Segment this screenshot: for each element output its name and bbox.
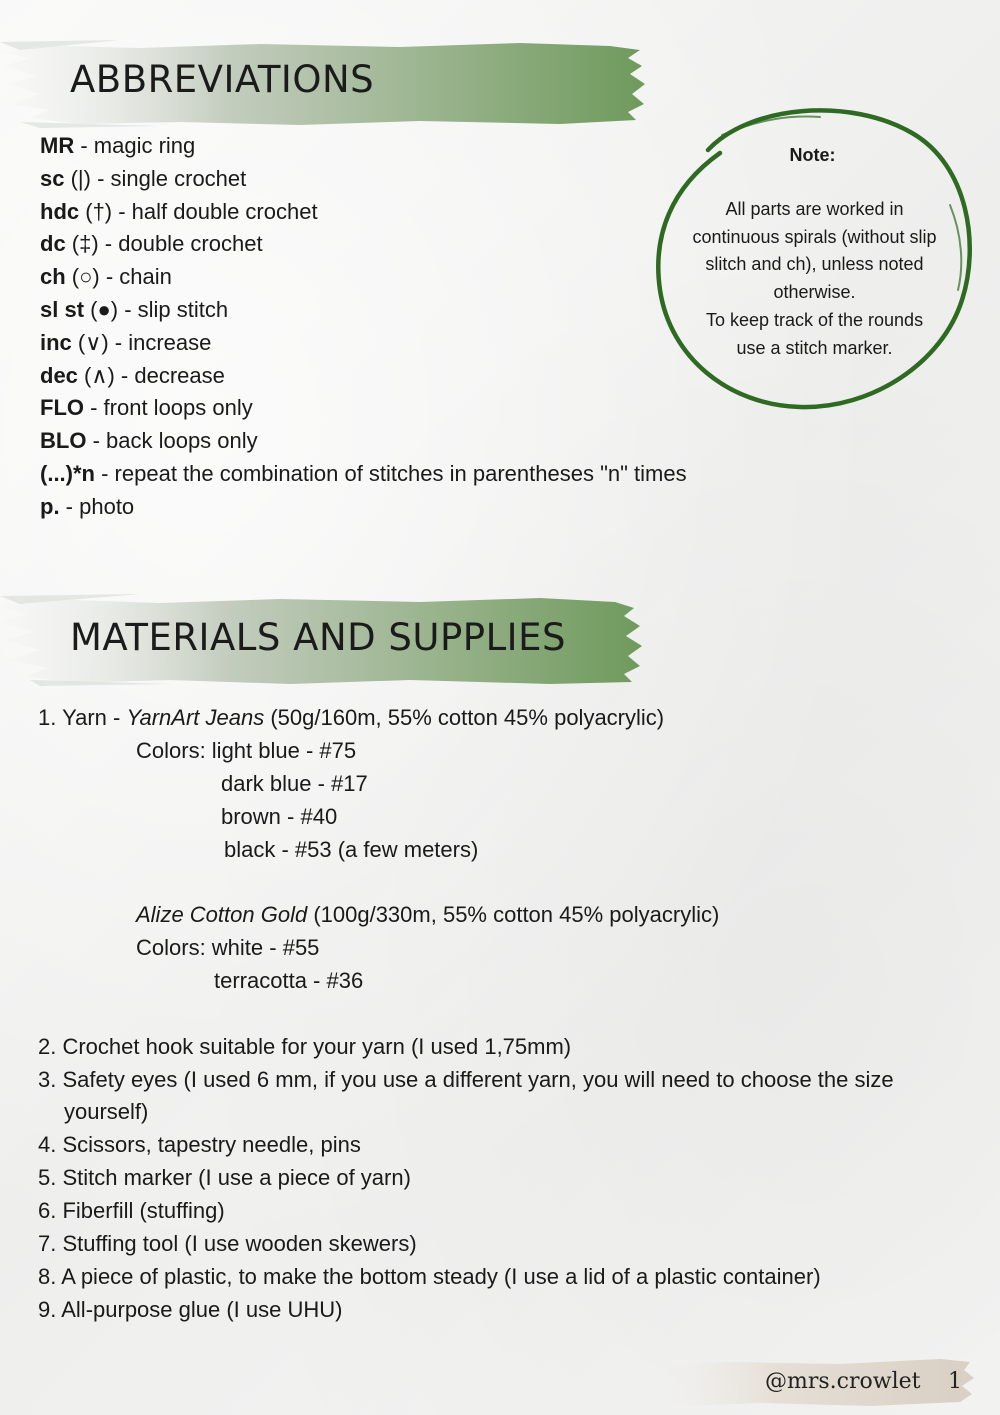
material-item: 9. All-purpose glue (I use UHU)	[38, 1297, 343, 1322]
abbreviation-item: dc (‡) - double crochet	[40, 231, 263, 257]
abbreviations-heading: ABBREVIATIONS	[70, 58, 375, 101]
page-number: 1	[948, 1369, 962, 1394]
abbreviation-item: sc (|) - single crochet	[40, 165, 247, 191]
abbreviation-item: FLO - front loops only	[40, 395, 253, 421]
material-item-yarn: 1. Yarn - YarnArt Jeans (50g/160m, 55% cotton 45% polyacrylic)	[38, 705, 665, 730]
material-item: 7. Stuffing tool (I use wooden skewers)	[38, 1231, 417, 1256]
note-text: All parts are worked in continuous spirals (without slip slitch and ch), unless noted otherwise. To keep track of the rounds use a stitch marker.	[692, 199, 937, 358]
material-item: 5. Stitch marker (I use a piece of yarn)	[38, 1165, 411, 1190]
material-item: 8. A piece of plastic, to make the bottom steady (I use a lid of a plastic container)	[38, 1264, 821, 1289]
material-item: 4. Scissors, tapestry needle, pins	[38, 1132, 361, 1157]
materials-heading: MATERIALS AND SUPPLIES	[70, 616, 566, 659]
abbreviation-list	[40, 130, 687, 524]
yarn-color-line: dark blue - #17	[221, 771, 368, 796]
yarn-color-line: terracotta - #36	[214, 968, 364, 993]
note-title: Note:	[789, 145, 836, 165]
abbreviation-item: hdc (†) - half double crochet	[40, 198, 318, 224]
material-item-yarn-2: Alize Cotton Gold (100g/330m, 55% cotton 45% polyacrylic)	[136, 902, 720, 927]
abbreviation-item: sl st (●) - slip stitch	[40, 296, 229, 322]
abbreviation-item: inc (∨) - increase	[40, 329, 212, 355]
material-item-continuation: yourself)	[64, 1099, 149, 1124]
note-callout	[650, 95, 975, 415]
abbreviation-item: p. - photo	[40, 493, 135, 519]
abbreviation-item: MR - magic ring	[40, 133, 196, 158]
abbreviation-item: dec (∧) - decrease	[40, 362, 225, 388]
abbreviation-item: (...)*n - repeat the combination of stitches in parentheses "n" times	[40, 460, 687, 486]
abbreviation-item: BLO - back loops only	[40, 428, 258, 454]
material-item: 3. Safety eyes (I used 6 mm, if you use a different yarn, you will need to choose the size	[38, 1067, 894, 1092]
material-item: 6. Fiberfill (stuffing)	[38, 1198, 225, 1223]
yarn-color-line: Colors: white - #55	[136, 935, 320, 960]
yarn-color-line: Colors: light blue - #75	[136, 738, 357, 763]
abbreviation-item: ch (○) - chain	[40, 264, 172, 290]
materials-banner	[0, 594, 650, 686]
material-item: 2. Crochet hook suitable for your yarn (I used 1,75mm)	[38, 1034, 572, 1059]
abbreviations-banner	[0, 38, 650, 128]
page-footer	[640, 1356, 980, 1408]
author-handle: @mrs.crowlet	[765, 1369, 921, 1394]
yarn-color-line: black - #53 (a few meters)	[224, 837, 479, 862]
yarn-color-line: brown - #40	[221, 804, 338, 829]
